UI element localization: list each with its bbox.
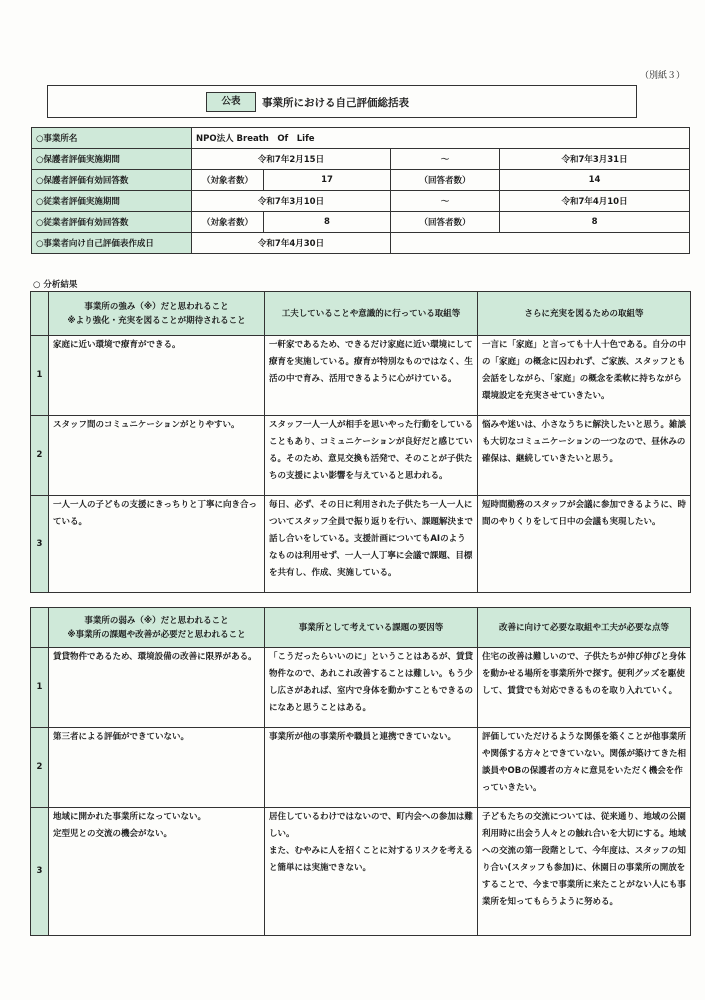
strengths-table — [30, 291, 691, 593]
guardian-start-date: 令和7年2月15日 — [192, 149, 391, 170]
weakness-improvement-text: 評価していただけるような関係を築くことが他事業所や関係する方々とできていない。関係が築けてきた相談員やOBの保護者の方々に意見をいただく機会を作っていきたい。 — [478, 728, 691, 808]
guardian-answer-label: （回答者数） — [391, 170, 500, 191]
row-number: 3 — [31, 808, 49, 936]
row-number: 3 — [31, 496, 49, 593]
table-row — [31, 728, 691, 808]
strength-text: 一人一人の子どもの支援にきっちりと丁寧に向き合っ ている。 — [49, 496, 265, 593]
staff-responses-label: ○従業者評価有効回答数 — [32, 212, 192, 233]
table-row — [31, 416, 691, 496]
strengths-header-3: さらに充実を図るための取組等 — [478, 292, 691, 336]
info-row-office — [32, 128, 690, 149]
guardian-target-label: （対象者数） — [192, 170, 264, 191]
info-row-created — [32, 233, 690, 254]
weakness-cause-text: 「こうだったらいいのに」ということはあるが、賃貸物件なので、あれこれ改善することは難しい。もう少し広さがあれば、室内で身体を動かすこともできるのになあと思うことはある。 — [265, 648, 478, 728]
staff-target-count: 8 — [264, 212, 391, 233]
table-row — [31, 648, 691, 728]
strength-effort-text: 毎日、必ず、その日に利用された子供たち一人一人についてスタッフ全員で振り返りを行い、課題解決まで話し合いをしている。支援計画についてもAIのようなものは利用せず、一人一人丁寧に会議で課題、目標を共有し、作成、実施している。 — [265, 496, 478, 593]
staff-end-date: 令和7年4月10日 — [500, 191, 690, 212]
guardian-answer-count: 14 — [500, 170, 690, 191]
weakness-improvement-text: 子どもたちの交流については、従来通り、地域の公園利用時に出会う人々との触れ合いを大切にする。地域への交流の第一段階として、今年度は、スタッフの知り合い(スタッフも参加)に、休園日の事業所の開放をすることで、今まで事業所に来たことがない人にも事業所を知ってもらうように努める。 — [478, 808, 691, 936]
created-empty — [391, 233, 690, 254]
created-label: ○事業者向け自己評価表作成日 — [32, 233, 192, 254]
staff-answer-label: （回答者数） — [391, 212, 500, 233]
strengths-header-1: 事業所の強み（※）だと思われること ※より強化・充実を図ることが期待されること — [49, 292, 265, 336]
public-tag: 公表 — [206, 92, 256, 112]
weaknesses-header-3: 改善に向けて必要な取組や工夫が必要な点等 — [478, 608, 691, 648]
weaknesses-header-row — [31, 608, 691, 648]
title-box — [47, 85, 637, 118]
strength-effort-text: 一軒家であるため、できるだけ家庭に近い環境にして療育を実施している。療育が特別なものではなく、生活の中で育み、活用できるように心がけている。 — [265, 336, 478, 416]
weaknesses-num-header — [31, 608, 49, 648]
office-name: NPO法人 Breath Of Life — [192, 128, 690, 149]
weakness-cause-text: 事業所が他の事業所や職員と連携できていない。 — [265, 728, 478, 808]
strength-text: 家庭に近い環境で療育ができる。 — [49, 336, 265, 416]
weakness-cause-text: 居住しているわけではないので、町内会への参加は難しい。 また、むやみに人を招くことに対するリスクを考えると簡単には実施できない。 — [265, 808, 478, 936]
table-row — [31, 496, 691, 593]
strength-improvement-text: 一言に「家庭」と言っても十人十色である。自分の中の「家庭」の概念に囚われず、ご家族、スタッフとも会話をしながら、「家庭」の概念を柔軟に持ちながら環境設定を充実させていきたい。 — [478, 336, 691, 416]
strengths-num-header — [31, 292, 49, 336]
strength-improvement-text: 短時間勤務のスタッフが会議に参加できるように、時間のやりくりをして日中の会議も実現したい。 — [478, 496, 691, 593]
table-row — [31, 808, 691, 936]
weaknesses-header-2: 事業所として考えている課題の要因等 — [265, 608, 478, 648]
section-title: ○ 分析結果 — [33, 280, 78, 290]
info-row-staff-responses — [32, 212, 690, 233]
strengths-header-row — [31, 292, 691, 336]
row-number: 2 — [31, 416, 49, 496]
info-row-staff-period — [32, 191, 690, 212]
guardian-target-count: 17 — [264, 170, 391, 191]
row-number: 1 — [31, 648, 49, 728]
staff-answer-count: 8 — [500, 212, 690, 233]
created-date: 令和7年4月30日 — [192, 233, 391, 254]
row-number: 1 — [31, 336, 49, 416]
guardian-period-separator: ～ — [391, 149, 500, 170]
strength-text: スタッフ間のコミュニケーションがとりやすい。 — [49, 416, 265, 496]
strength-improvement-text: 悩みや迷いは、小さなうちに解決したいと思う。雑談も大切なコミュニケーションの一つなので、昼休みの確保は、継続していきたいと思う。 — [478, 416, 691, 496]
weakness-improvement-text: 住宅の改善は難しいので、子供たちが伸び伸びと身体を動かせる場所を事業所外で探す。便利グッズを駆使して、賃貸でも対応できるものを取り入れていく。 — [478, 648, 691, 728]
staff-period-separator: ～ — [391, 191, 500, 212]
guardian-period-label: ○保護者評価実施期間 — [32, 149, 192, 170]
weakness-text: 第三者による評価ができていない。 — [49, 728, 265, 808]
row-number: 2 — [31, 728, 49, 808]
staff-start-date: 令和7年3月10日 — [192, 191, 391, 212]
guardian-end-date: 令和7年3月31日 — [500, 149, 690, 170]
strengths-header-2: 工夫していることや意識的に行っている取組等 — [265, 292, 478, 336]
staff-period-label: ○従業者評価実施期間 — [32, 191, 192, 212]
strength-effort-text: スタッフ一人一人が相手を思いやった行動をしていることもあり、コミュニケーションが良好だと感じている。そのため、意見交換も活発で、そのことが子供たちの支援によい影響を与えていると思われる。 — [265, 416, 478, 496]
info-row-guardian-responses — [32, 170, 690, 191]
staff-target-label: （対象者数） — [192, 212, 264, 233]
office-label: ○事業所名 — [32, 128, 192, 149]
annex-label: （別紙３） — [640, 71, 686, 81]
guardian-responses-label: ○保護者評価有効回答数 — [32, 170, 192, 191]
table-row — [31, 336, 691, 416]
page-title: 事業所における自己評価総括表 — [262, 97, 409, 109]
weakness-text: 地域に開かれた事業所になっていない。 定型児との交流の機会がない。 — [49, 808, 265, 936]
info-table — [31, 127, 690, 254]
weaknesses-header-1: 事業所の弱み（※）だと思われること ※事業所の課題や改善が必要だと思われること — [49, 608, 265, 648]
info-row-guardian-period — [32, 149, 690, 170]
weaknesses-table — [30, 607, 691, 936]
weakness-text: 賃貸物件であるため、環境設備の改善に限界がある。 — [49, 648, 265, 728]
